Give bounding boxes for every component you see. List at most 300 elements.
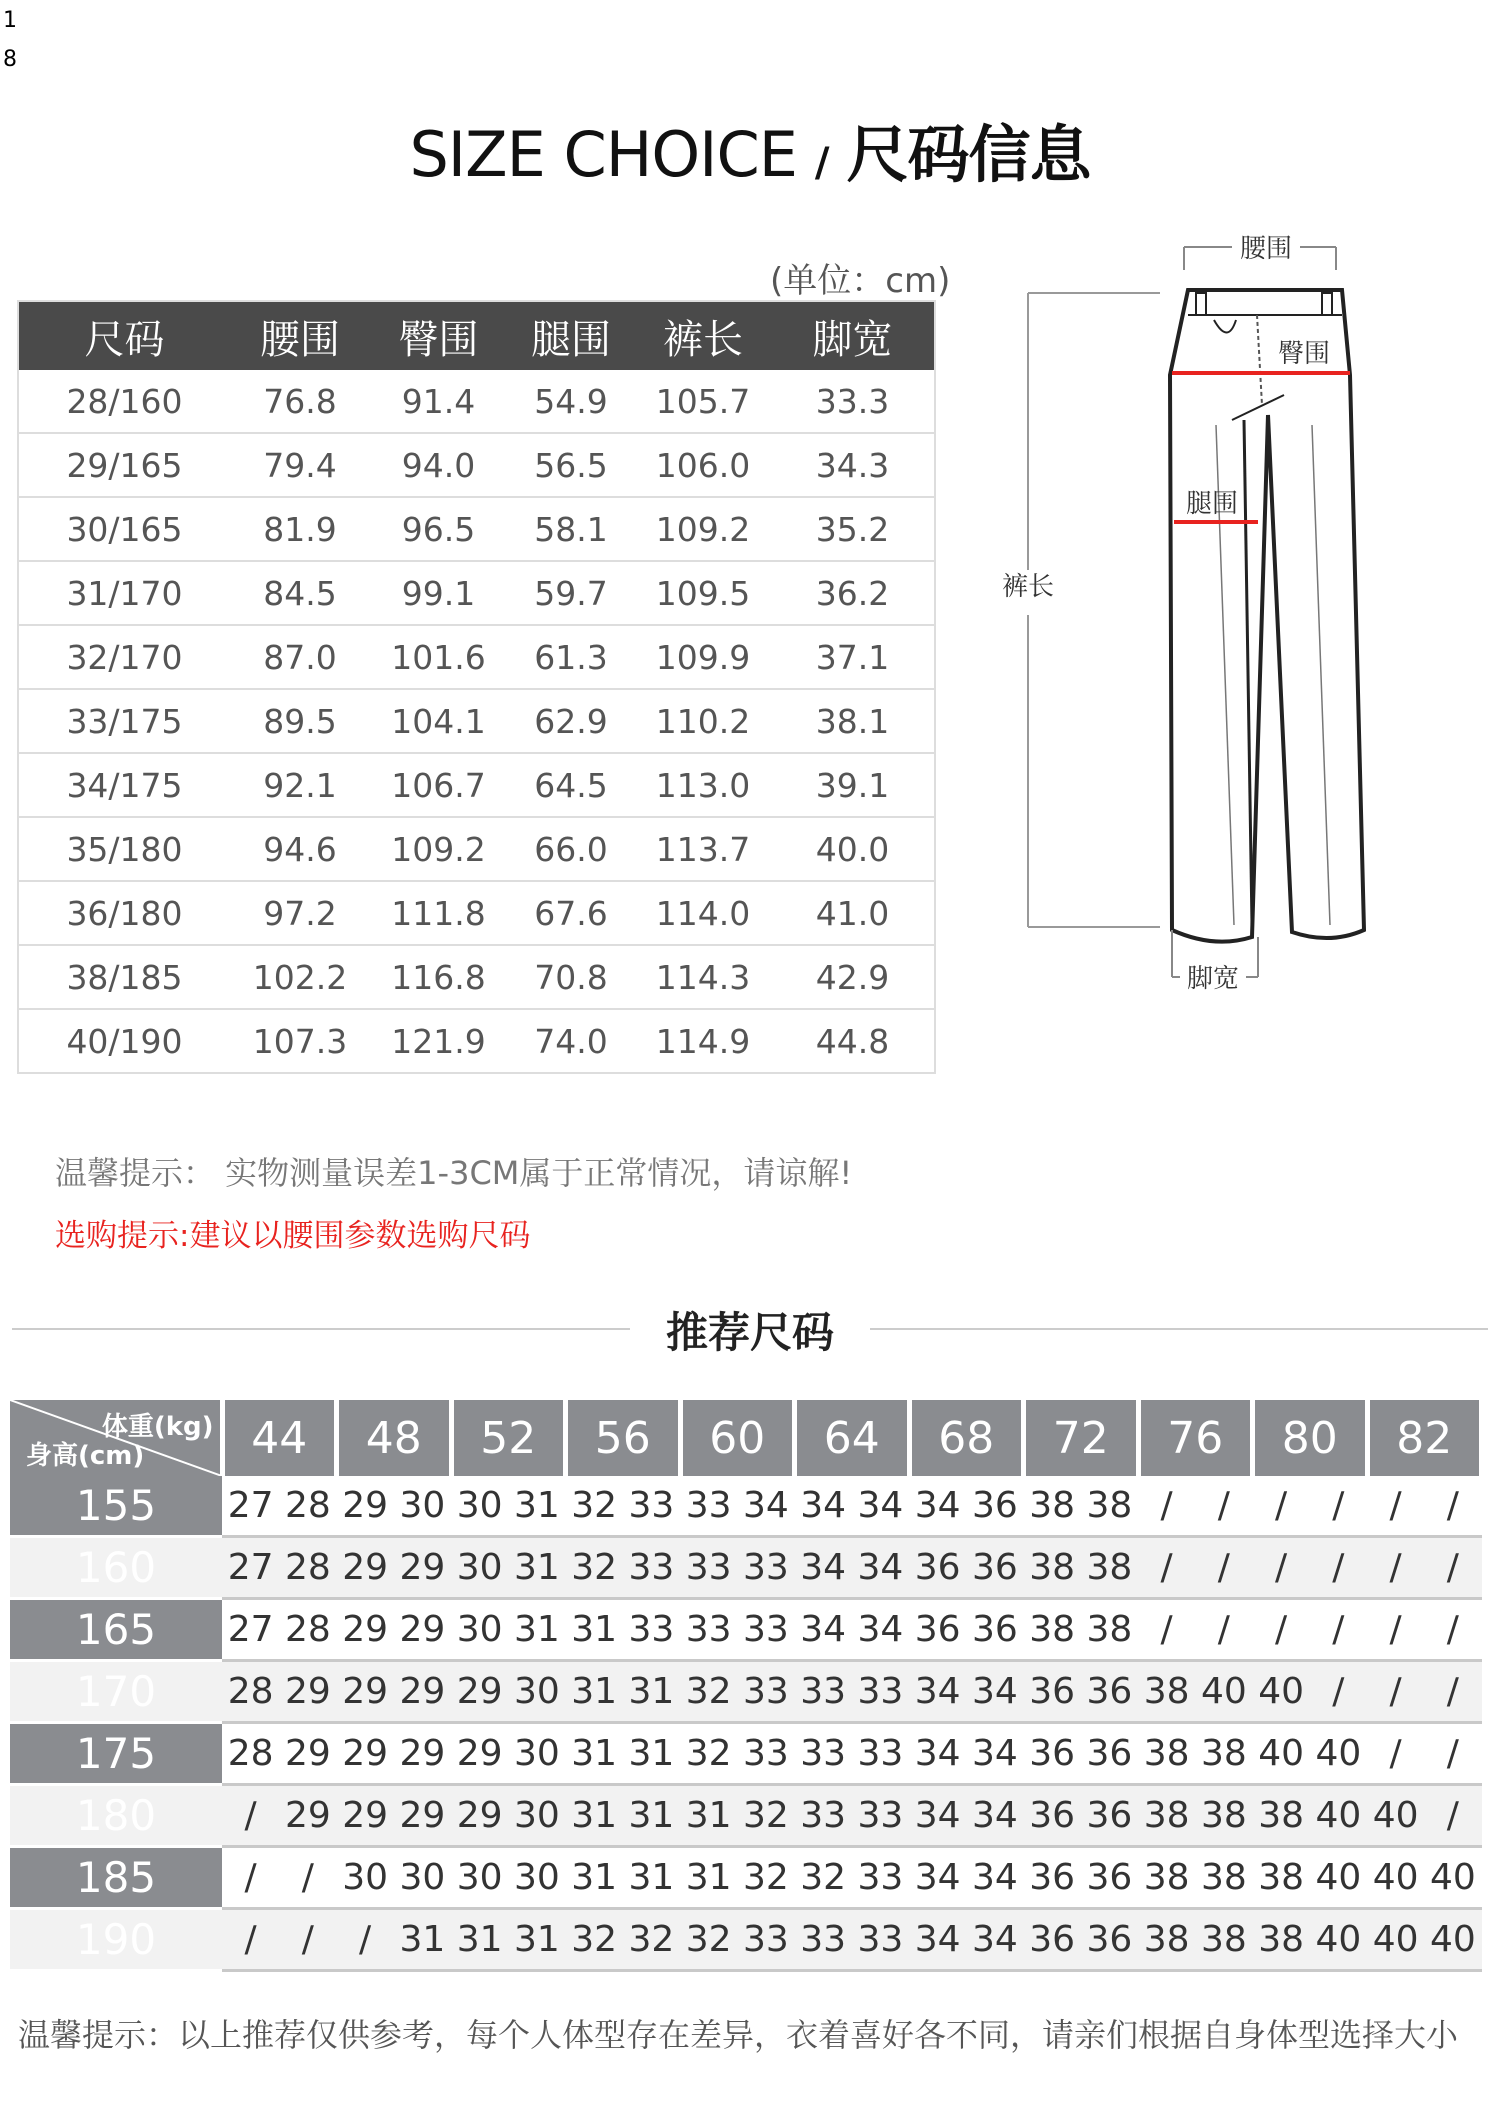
size-cell: 34/175 (18, 753, 230, 817)
recommend-size-cell: 33 (623, 1599, 680, 1661)
recommend-size-cell: 36 (1024, 1661, 1081, 1723)
recommend-size-cell: / (1367, 1537, 1424, 1599)
size-cell: 94.0 (370, 433, 507, 497)
size-row (18, 433, 935, 497)
size-cell: 76.8 (230, 370, 370, 433)
size-table-header (18, 301, 935, 370)
recommend-size-cell: 36 (1081, 1909, 1138, 1971)
recommend-size-cell: 29 (394, 1785, 451, 1847)
size-cell: 81.9 (230, 497, 370, 561)
recommend-size-cell: 32 (680, 1723, 737, 1785)
recommend-size-cell: 34 (737, 1476, 794, 1537)
recommend-size-cell: / (1367, 1723, 1424, 1785)
size-cell: 114.0 (635, 881, 771, 945)
trousers-diagram (1000, 225, 1400, 1005)
recommend-size-cell: 36 (1024, 1847, 1081, 1909)
recommend-size-cell: 33 (852, 1909, 909, 1971)
size-header-cell: 脚宽 (771, 301, 935, 370)
recommend-size-cell: 38 (1024, 1599, 1081, 1661)
size-cell: 113.7 (635, 817, 771, 881)
recommend-size-cell: 33 (680, 1476, 737, 1537)
weight-header-cell: 72 (1024, 1400, 1139, 1476)
recommend-size-cell: 34 (795, 1476, 852, 1537)
recommend-size-cell: / (1424, 1661, 1481, 1723)
recommend-size-cell: 29 (394, 1599, 451, 1661)
size-row (18, 370, 935, 433)
size-cell: 109.2 (635, 497, 771, 561)
title-en: SIZE CHOICE (409, 118, 797, 191)
size-cell: 94.6 (230, 817, 370, 881)
recommend-size-cell: 30 (337, 1847, 394, 1909)
size-cell: 106.7 (370, 753, 507, 817)
recommend-size-cell: 34 (852, 1537, 909, 1599)
page-number-bottom: 8 (3, 47, 17, 72)
recommend-title: 推荐尺码 (665, 1308, 834, 1357)
recommend-size-cell: 36 (909, 1537, 966, 1599)
recommend-size-cell: 33 (852, 1847, 909, 1909)
recommend-size-cell: 33 (795, 1785, 852, 1847)
recommend-size-cell: 30 (394, 1847, 451, 1909)
recommend-size-cell: 28 (279, 1537, 336, 1599)
size-cell: 31/170 (18, 561, 230, 625)
height-header-cell: 180 (10, 1785, 222, 1847)
recommend-size-cell: 33 (737, 1661, 794, 1723)
recommend-size-cell: 40 (1195, 1661, 1252, 1723)
recommend-size-cell: / (222, 1909, 279, 1971)
size-row (18, 689, 935, 753)
recommend-size-cell: 31 (508, 1909, 565, 1971)
recommend-size-cell: / (1138, 1476, 1195, 1537)
recommend-size-cell: 36 (966, 1537, 1023, 1599)
recommend-size-cell: 31 (394, 1909, 451, 1971)
size-cell: 89.5 (230, 689, 370, 753)
size-row (18, 881, 935, 945)
recommend-size-cell: 36 (1024, 1785, 1081, 1847)
thigh-label: 腿围 (1185, 489, 1239, 519)
size-cell: 38/185 (18, 945, 230, 1009)
size-row (18, 497, 935, 561)
size-row (18, 945, 935, 1009)
recommend-size-cell: 38 (1081, 1599, 1138, 1661)
recommend-size-cell: 40 (1310, 1785, 1367, 1847)
size-cell: 32/170 (18, 625, 230, 689)
size-cell: 64.5 (507, 753, 635, 817)
size-cell: 67.6 (507, 881, 635, 945)
size-cell: 40.0 (771, 817, 935, 881)
height-header-cell: 155 (10, 1476, 222, 1537)
hem-label: 脚宽 (1186, 964, 1240, 994)
recommend-size-cell: 28 (279, 1599, 336, 1661)
recommend-size-cell: 34 (909, 1847, 966, 1909)
waist-label: 腰围 (1239, 234, 1293, 264)
recommend-size-cell: 27 (222, 1476, 279, 1537)
recommend-size-cell: 38 (1024, 1476, 1081, 1537)
recommend-size-cell: 33 (737, 1723, 794, 1785)
recommend-size-cell: 33 (623, 1476, 680, 1537)
recommend-row (10, 1476, 1482, 1537)
recommend-size-cell: 31 (623, 1847, 680, 1909)
title-separator: / (814, 140, 829, 186)
size-cell: 33.3 (771, 370, 935, 433)
size-cell: 44.8 (771, 1009, 935, 1073)
unit-label: (单位：cm) (770, 261, 951, 301)
recommend-size-cell: 34 (966, 1723, 1023, 1785)
recommend-size-cell: / (337, 1909, 394, 1971)
size-cell: 38.1 (771, 689, 935, 753)
size-cell: 114.3 (635, 945, 771, 1009)
recommend-size-cell: 29 (394, 1661, 451, 1723)
recommend-size-cell: 30 (508, 1661, 565, 1723)
recommend-size-cell: 33 (795, 1723, 852, 1785)
recommend-size-cell: 31 (566, 1661, 623, 1723)
size-cell: 56.5 (507, 433, 635, 497)
recommend-size-cell: / (279, 1909, 336, 1971)
recommend-size-cell: 38 (1253, 1785, 1310, 1847)
size-header-cell: 尺码 (18, 301, 230, 370)
size-cell: 28/160 (18, 370, 230, 433)
recommend-size-cell: 38 (1195, 1785, 1252, 1847)
recommend-size-cell: / (279, 1847, 336, 1909)
recommend-row (10, 1723, 1482, 1785)
recommend-size-cell: 33 (737, 1599, 794, 1661)
size-header-cell: 臀围 (370, 301, 507, 370)
size-cell: 58.1 (507, 497, 635, 561)
recommend-size-cell: 31 (623, 1785, 680, 1847)
size-cell: 70.8 (507, 945, 635, 1009)
size-cell: 39.1 (771, 753, 935, 817)
recommend-size-cell: 28 (279, 1476, 336, 1537)
recommend-size-cell: 33 (737, 1537, 794, 1599)
recommend-size-cell: / (1424, 1723, 1481, 1785)
recommend-size-cell: 33 (795, 1909, 852, 1971)
recommend-size-cell: 34 (795, 1537, 852, 1599)
recommend-size-cell: 38 (1195, 1723, 1252, 1785)
height-header-cell: 175 (10, 1723, 222, 1785)
recommend-size-cell: 29 (279, 1723, 336, 1785)
recommend-size-cell: / (1367, 1661, 1424, 1723)
weight-header-cell: 64 (795, 1400, 910, 1476)
page-number-top: 1 (3, 8, 17, 33)
size-cell: 59.7 (507, 561, 635, 625)
height-axis-label: 身高(cm) (26, 1441, 145, 1471)
size-cell: 30/165 (18, 497, 230, 561)
recommend-size-cell: 32 (566, 1476, 623, 1537)
size-cell: 41.0 (771, 881, 935, 945)
measure-tip: 温馨提示： 实物测量误差1-3CM属于正常情况，请谅解! (55, 1154, 853, 1192)
recommend-size-cell: 34 (795, 1599, 852, 1661)
recommend-size-cell: 29 (451, 1661, 508, 1723)
recommend-size-cell: 31 (566, 1599, 623, 1661)
recommend-row (10, 1537, 1482, 1599)
recommend-size-cell: 31 (680, 1785, 737, 1847)
size-table (17, 300, 936, 1074)
recommend-size-cell: 28 (222, 1723, 279, 1785)
recommend-size-cell: 29 (337, 1537, 394, 1599)
footer-tip: 温馨提示：以上推荐仅供参考，每个人体型存在差异，衣着喜好各不同，请亲们根据自身体型选择大小 (18, 2016, 1459, 2054)
size-cell: 66.0 (507, 817, 635, 881)
recommend-row (10, 1661, 1482, 1723)
recommend-size-cell: 29 (279, 1661, 336, 1723)
hip-label: 臀围 (1277, 339, 1331, 369)
weight-header-cell: 56 (566, 1400, 681, 1476)
recommend-size-cell: 30 (451, 1847, 508, 1909)
size-cell: 84.5 (230, 561, 370, 625)
recommend-size-cell: 33 (623, 1537, 680, 1599)
recommend-size-cell: 36 (1024, 1909, 1081, 1971)
page-title (0, 105, 1500, 194)
recommend-size-cell: 38 (1195, 1847, 1252, 1909)
size-cell: 114.9 (635, 1009, 771, 1073)
recommend-size-cell: 29 (279, 1785, 336, 1847)
corner-header (10, 1400, 222, 1476)
recommend-size-cell: 40 (1367, 1847, 1424, 1909)
size-header-cell: 腰围 (230, 301, 370, 370)
size-header-cell: 腿围 (507, 301, 635, 370)
buy-tip: 选购提示:建议以腰围参数选购尺码 (55, 1218, 531, 1254)
section-divider-right (870, 1328, 1488, 1330)
size-cell: 36.2 (771, 561, 935, 625)
size-row (18, 561, 935, 625)
weight-header-cell: 52 (451, 1400, 566, 1476)
recommend-size-cell: 33 (680, 1599, 737, 1661)
recommend-size-cell: 40 (1367, 1909, 1424, 1971)
recommend-size-cell: 31 (508, 1537, 565, 1599)
recommend-size-cell: 38 (1138, 1661, 1195, 1723)
recommend-size-cell: 40 (1310, 1723, 1367, 1785)
recommend-size-cell: 38 (1253, 1847, 1310, 1909)
recommend-size-cell: 33 (852, 1661, 909, 1723)
weight-header-cell: 48 (337, 1400, 452, 1476)
size-cell: 61.3 (507, 625, 635, 689)
weight-header-cell: 60 (680, 1400, 795, 1476)
recommend-size-cell: 32 (795, 1847, 852, 1909)
recommend-size-cell: 31 (451, 1909, 508, 1971)
recommend-size-cell: 29 (337, 1785, 394, 1847)
size-cell: 116.8 (370, 945, 507, 1009)
recommend-size-cell: / (222, 1785, 279, 1847)
recommend-size-cell: 34 (852, 1599, 909, 1661)
recommend-size-cell: 38 (1138, 1785, 1195, 1847)
recommend-size-cell: 38 (1138, 1909, 1195, 1971)
recommend-size-cell: 33 (795, 1661, 852, 1723)
recommend-size-cell: 27 (222, 1599, 279, 1661)
recommend-size-cell: 34 (966, 1847, 1023, 1909)
recommend-size-cell: / (1138, 1599, 1195, 1661)
recommend-size-cell: 38 (1253, 1909, 1310, 1971)
size-cell: 40/190 (18, 1009, 230, 1073)
recommend-size-cell: 36 (1081, 1847, 1138, 1909)
recommend-size-cell: / (1195, 1476, 1252, 1537)
recommend-size-cell: 34 (909, 1785, 966, 1847)
recommend-size-cell: 34 (909, 1661, 966, 1723)
recommend-size-cell: 36 (966, 1599, 1023, 1661)
size-cell: 42.9 (771, 945, 935, 1009)
recommend-size-cell: 36 (1081, 1723, 1138, 1785)
recommend-size-cell: / (1253, 1476, 1310, 1537)
size-cell: 111.8 (370, 881, 507, 945)
recommend-size-cell: 36 (1081, 1785, 1138, 1847)
recommend-size-cell: / (1424, 1476, 1481, 1537)
size-cell: 29/165 (18, 433, 230, 497)
recommend-size-cell: / (1310, 1661, 1367, 1723)
recommend-size-cell: / (1253, 1599, 1310, 1661)
size-cell: 101.6 (370, 625, 507, 689)
size-cell: 105.7 (635, 370, 771, 433)
recommend-size-cell: 28 (222, 1661, 279, 1723)
recommend-size-cell: 29 (337, 1723, 394, 1785)
trousers-outline (1170, 290, 1364, 942)
recommend-size-cell: 29 (451, 1785, 508, 1847)
recommend-size-cell: 34 (909, 1476, 966, 1537)
recommend-size-cell: 29 (451, 1723, 508, 1785)
height-header-cell: 185 (10, 1847, 222, 1909)
size-cell: 62.9 (507, 689, 635, 753)
weight-axis-label: 体重(kg) (101, 1412, 214, 1442)
recommend-row (10, 1599, 1482, 1661)
recommend-row (10, 1785, 1482, 1847)
recommend-size-cell: / (222, 1847, 279, 1909)
recommend-size-cell: 36 (909, 1599, 966, 1661)
size-row (18, 753, 935, 817)
recommend-table (10, 1400, 1484, 1972)
recommend-size-cell: 30 (508, 1847, 565, 1909)
size-cell: 102.2 (230, 945, 370, 1009)
size-cell: 109.2 (370, 817, 507, 881)
recommend-size-cell: 34 (966, 1785, 1023, 1847)
recommend-size-cell: 32 (566, 1537, 623, 1599)
recommend-size-cell: 38 (1195, 1909, 1252, 1971)
recommend-size-cell: 31 (508, 1599, 565, 1661)
recommend-size-cell: 32 (680, 1661, 737, 1723)
recommend-size-cell: 40 (1253, 1661, 1310, 1723)
recommend-size-cell: 29 (337, 1476, 394, 1537)
recommend-size-cell: 33 (680, 1537, 737, 1599)
recommend-size-cell: / (1424, 1785, 1481, 1847)
recommend-size-cell: 31 (623, 1661, 680, 1723)
recommend-size-cell: 31 (623, 1723, 680, 1785)
size-cell: 87.0 (230, 625, 370, 689)
size-cell: 37.1 (771, 625, 935, 689)
recommend-size-cell: / (1195, 1537, 1252, 1599)
recommend-size-cell: 31 (680, 1847, 737, 1909)
recommend-row (10, 1909, 1482, 1971)
recommend-size-cell: 34 (966, 1909, 1023, 1971)
recommend-size-cell: 38 (1081, 1476, 1138, 1537)
size-cell: 91.4 (370, 370, 507, 433)
recommend-size-cell: 36 (966, 1476, 1023, 1537)
recommend-size-cell: / (1138, 1537, 1195, 1599)
size-cell: 74.0 (507, 1009, 635, 1073)
recommend-size-cell: 31 (566, 1785, 623, 1847)
recommend-size-cell: 31 (566, 1847, 623, 1909)
recommend-size-cell: 30 (451, 1537, 508, 1599)
size-cell: 97.2 (230, 881, 370, 945)
size-cell: 110.2 (635, 689, 771, 753)
recommend-size-cell: / (1195, 1599, 1252, 1661)
recommend-size-cell: 30 (451, 1599, 508, 1661)
recommend-size-cell: 30 (508, 1785, 565, 1847)
size-cell: 33/175 (18, 689, 230, 753)
title-zh: 尺码信息 (846, 118, 1091, 191)
recommend-size-cell: 30 (508, 1723, 565, 1785)
recommend-size-cell: / (1367, 1476, 1424, 1537)
recommend-size-cell: / (1310, 1476, 1367, 1537)
recommend-size-cell: 33 (852, 1785, 909, 1847)
recommend-size-cell: 36 (1024, 1723, 1081, 1785)
height-header-cell: 170 (10, 1661, 222, 1723)
size-cell: 96.5 (370, 497, 507, 561)
recommend-size-cell: 38 (1138, 1847, 1195, 1909)
recommend-size-cell: 40 (1424, 1847, 1481, 1909)
recommend-size-cell: 40 (1424, 1909, 1481, 1971)
weight-header-cell: 44 (222, 1400, 337, 1476)
recommend-size-cell: 29 (394, 1723, 451, 1785)
recommend-size-cell: / (1367, 1599, 1424, 1661)
size-cell: 36/180 (18, 881, 230, 945)
height-header-cell: 160 (10, 1537, 222, 1599)
size-row (18, 817, 935, 881)
size-cell: 113.0 (635, 753, 771, 817)
height-header-cell: 190 (10, 1909, 222, 1971)
recommend-size-cell: 31 (508, 1476, 565, 1537)
recommend-size-cell: 32 (623, 1909, 680, 1971)
recommend-size-cell: 40 (1253, 1723, 1310, 1785)
size-cell: 35.2 (771, 497, 935, 561)
recommend-size-cell: 34 (909, 1723, 966, 1785)
recommend-size-cell: 29 (394, 1537, 451, 1599)
size-cell: 79.4 (230, 433, 370, 497)
recommend-size-cell: 32 (737, 1847, 794, 1909)
recommend-size-cell: 34 (909, 1909, 966, 1971)
recommend-size-cell: 33 (737, 1909, 794, 1971)
recommend-size-cell: 36 (1081, 1661, 1138, 1723)
recommend-size-cell: 32 (566, 1909, 623, 1971)
recommend-size-cell: / (1310, 1599, 1367, 1661)
size-cell: 121.9 (370, 1009, 507, 1073)
size-cell: 109.9 (635, 625, 771, 689)
height-header-cell: 165 (10, 1599, 222, 1661)
size-cell: 104.1 (370, 689, 507, 753)
recommend-size-cell: 34 (852, 1476, 909, 1537)
recommend-size-cell: 32 (680, 1909, 737, 1971)
weight-header-cell: 82 (1367, 1400, 1482, 1476)
size-row (18, 625, 935, 689)
recommend-size-cell: 29 (337, 1599, 394, 1661)
recommend-size-cell: 33 (852, 1723, 909, 1785)
size-cell: 106.0 (635, 433, 771, 497)
size-cell: 34.3 (771, 433, 935, 497)
size-cell: 54.9 (507, 370, 635, 433)
recommend-size-cell: / (1424, 1599, 1481, 1661)
recommend-size-cell: 38 (1024, 1537, 1081, 1599)
recommend-size-cell: 30 (451, 1476, 508, 1537)
recommend-row (10, 1847, 1482, 1909)
size-cell: 99.1 (370, 561, 507, 625)
recommend-size-cell: 30 (394, 1476, 451, 1537)
size-cell: 92.1 (230, 753, 370, 817)
recommend-size-cell: 40 (1310, 1909, 1367, 1971)
recommend-size-cell: 27 (222, 1537, 279, 1599)
size-cell: 35/180 (18, 817, 230, 881)
recommend-size-cell: / (1424, 1537, 1481, 1599)
weight-header-cell: 76 (1138, 1400, 1253, 1476)
size-header-cell: 裤长 (635, 301, 771, 370)
recommend-size-cell: / (1253, 1537, 1310, 1599)
length-label: 裤长 (1001, 572, 1055, 602)
recommend-size-cell: 29 (337, 1661, 394, 1723)
size-row (18, 1009, 935, 1073)
recommend-size-cell: 31 (566, 1723, 623, 1785)
